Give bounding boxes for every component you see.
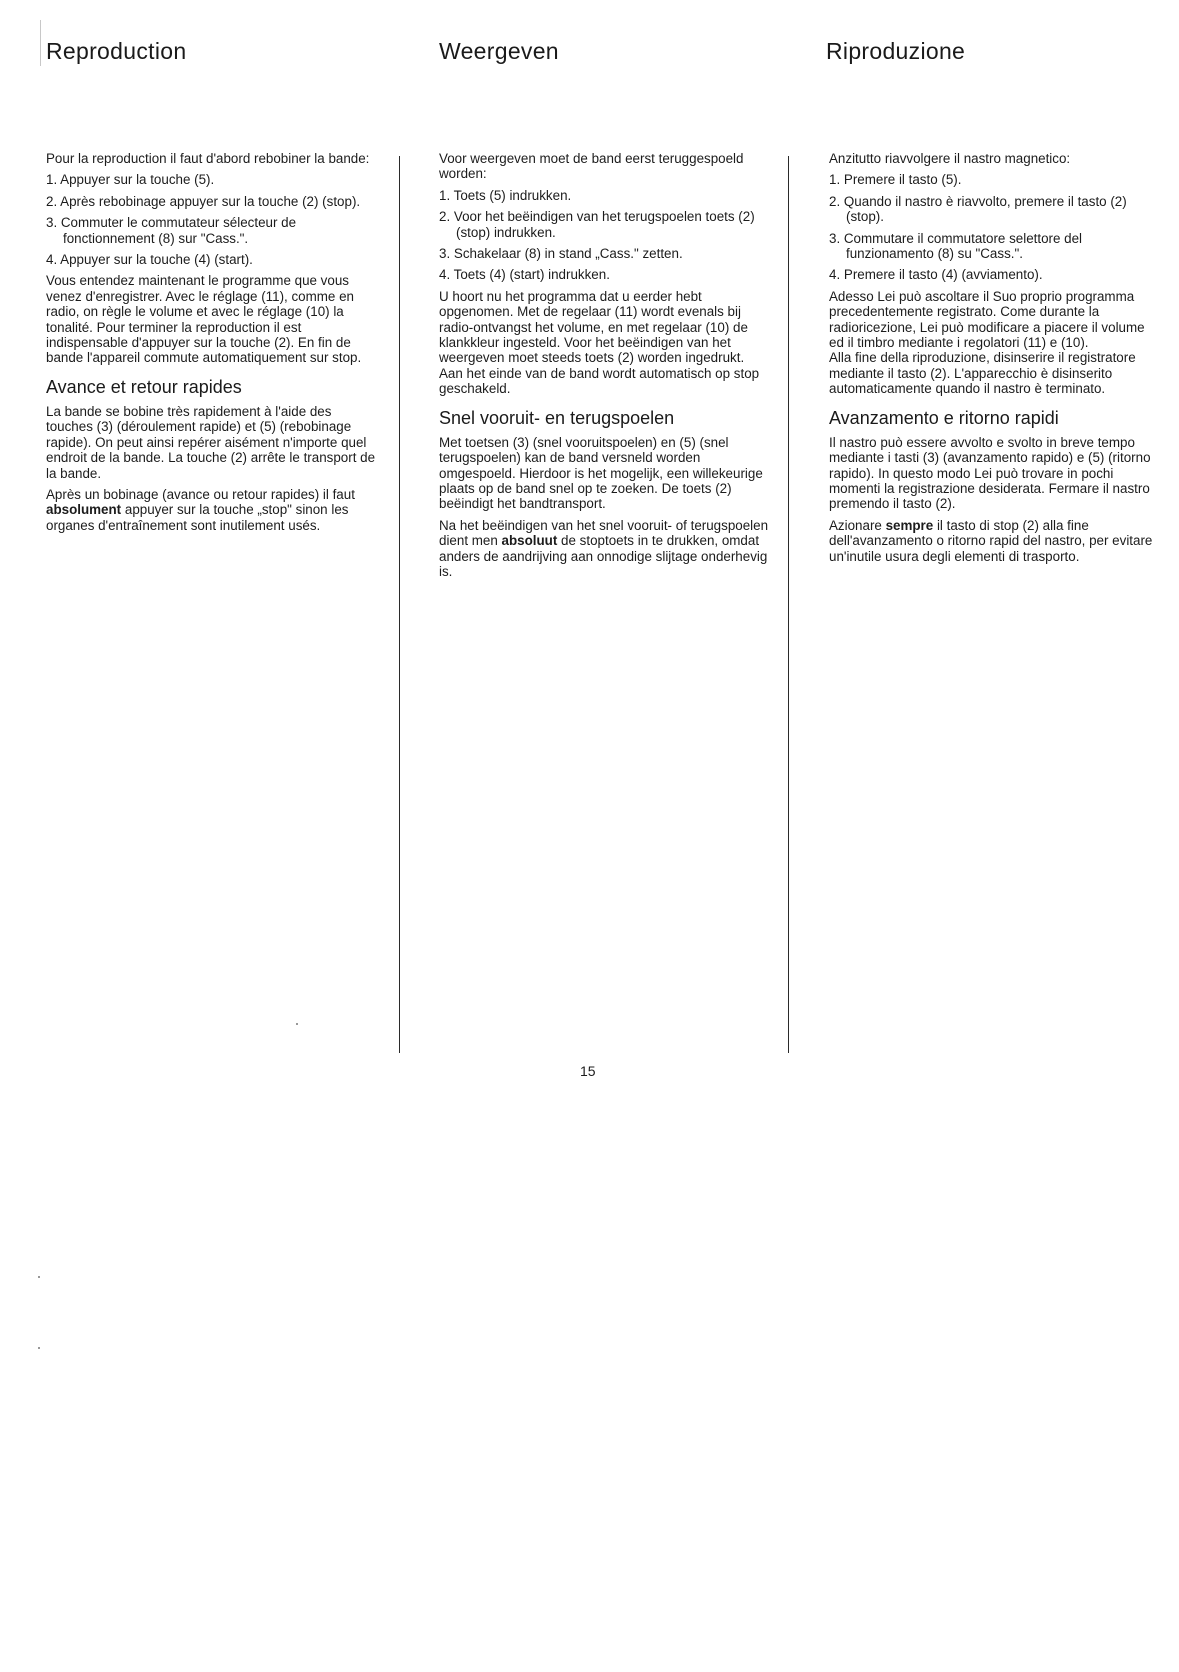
column-french	[46, 151, 376, 539]
para2-it-before: Azionare	[829, 517, 886, 533]
page-number: 15	[580, 1063, 596, 1079]
intro-fr: Pour la reproduction il faut d'abord rebobiner la bande:	[46, 151, 370, 166]
column-divider	[399, 156, 400, 1053]
steps-list-fr	[46, 172, 376, 267]
heading-nl: Snel vooruit- en terugspoelen	[439, 407, 675, 428]
column-italian	[829, 151, 1159, 570]
column-divider	[788, 156, 789, 1053]
para2-fr-before: Après un bobinage (avance ou retour rapides) il faut	[46, 486, 355, 502]
step-item: 2. Quando il nastro è riavvolto, premere il tasto (2) (stop).	[829, 193, 1127, 225]
step-item: 3. Commutare il commutatore selettore del funzionamento (8) su "Cass.".	[829, 230, 1083, 262]
para2-nl-bold: absoluut	[501, 533, 558, 549]
body2-it: Alla fine della riproduzione, disinserire il registratore mediante il tasto (2). L'apparecchio è disinserito automaticamente quando il nastro è terminato.	[829, 350, 1136, 397]
step-item: 3. Commuter le commutateur sélecteur de fonctionnement (8) sur "Cass.".	[46, 215, 297, 246]
body-fr: Vous entendez maintenant le programme que vous venez d'enregistrer. Avec le réglage (11), comme en radio, on règle le volume et avec le réglage (10) la tonalité. Pour terminer la reproduction il est indispensable d'appuyer sur la touche (2). En fin de bande l'appareil commute automatiquement sur stop.	[46, 273, 362, 366]
para1-it: Il nastro può essere avvolto e svolto in breve tempo mediante i tasti (3) (avanzamento rapido) e (5) (ritorno rapido). In questo modo Lei può trovare in pochi momenti la registrazione desiderata. Fermare il nastro premendo il tasto (2).	[829, 434, 1151, 512]
para2-it-after: il tasto di stop (2) alla fine dell'avanzamento o ritorno rapid del nastro, per evitare un'inutile usura degli elementi di trasporto.	[829, 517, 1153, 564]
scan-speck	[38, 1276, 40, 1278]
para2-it-bold: sempre	[885, 517, 934, 533]
steps-list-nl	[439, 188, 769, 283]
para2-nl-after: de stoptoets in te drukken, omdat anders de aandrijving aan onnodige slijtage onderhevig is.	[439, 533, 768, 579]
steps-list-it	[829, 172, 1159, 282]
intro-it: Anzitutto riavvolgere il nastro magnetico:	[829, 151, 1071, 166]
column-dutch	[439, 151, 769, 585]
scan-speck	[38, 1347, 40, 1349]
scan-speck	[296, 1023, 298, 1025]
step-item: 2. Après rebobinage appuyer sur la touche (2) (stop).	[46, 193, 361, 209]
page-edge-mark	[40, 20, 41, 66]
para2-it	[829, 518, 1159, 564]
step-item: 3. Schakelaar (8) in stand „Cass." zetten.	[439, 246, 683, 262]
step-item: 1. Toets (5) indrukken.	[439, 187, 572, 203]
step-item: 4. Premere il tasto (4) (avviamento).	[829, 267, 1043, 283]
step-item: 4. Appuyer sur la touche (4) (start).	[46, 252, 253, 268]
para2-nl-before: Na het beëindigen van het snel vooruit- of terugspoelen dient men	[439, 517, 769, 549]
heading-it: Avanzamento e ritorno rapidi	[829, 407, 1059, 428]
heading-fr: Avance et retour rapides	[46, 376, 242, 397]
body-nl: U hoort nu het programma dat u eerder hebt opgenomen. Met de regelaar (11) wordt evenals bij radio-ontvangst het volume, en met regelaar (10) de klankkleur ingesteld. Voor het beëindigen van het weergeven moet steeds toets (2) worden ingedrukt. Aan het einde van de band wordt automatisch op stop geschakeld.	[439, 288, 760, 397]
title-nl: Weergeven	[439, 38, 559, 64]
title-it: Riproduzione	[826, 38, 966, 64]
step-item: 1. Premere il tasto (5).	[829, 172, 962, 188]
step-item: 1. Appuyer sur la touche (5).	[46, 172, 215, 188]
title-fr: Reproduction	[46, 38, 187, 64]
intro-nl: Voor weergeven moet de band eerst teruggespoeld worden:	[439, 151, 744, 182]
step-item: 2. Voor het beëindigen van het terugspoelen toets (2) (stop) indrukken.	[439, 209, 755, 240]
para2-fr	[46, 487, 376, 533]
para1-fr: La bande se bobine très rapidement à l'aide des touches (3) (déroulement rapide) et (5) (rebobinage rapide). On peut ainsi repérer aisément n'importe quel endroit de la bande. La touche (2) arrête le transport de la bande.	[46, 403, 376, 481]
para2-fr-after: appuyer sur la touche „stop" sinon les organes d'entraînement sont inutilement usés.	[46, 502, 349, 533]
para2-fr-bold: absolument	[46, 502, 122, 518]
para1-nl: Met toetsen (3) (snel vooruitspoelen) en (5) (snel terugspoelen) kan de band versneld worden omgespoeld. Hierdoor is het mogelijk, een willekeurige plaats op de band snel op te zoeken. De toets (2) beëindigt het bandtransport.	[439, 434, 763, 512]
body-it: Adesso Lei può ascoltare il Suo proprio programma precedentemente registrato. Come durante la radioricezione, Lei può modificare a piacere il volume ed il timbro mediante i regolatori (11) e (10).	[829, 288, 1145, 351]
step-item: 4. Toets (4) (start) indrukken.	[439, 267, 610, 283]
para2-nl	[439, 518, 769, 580]
